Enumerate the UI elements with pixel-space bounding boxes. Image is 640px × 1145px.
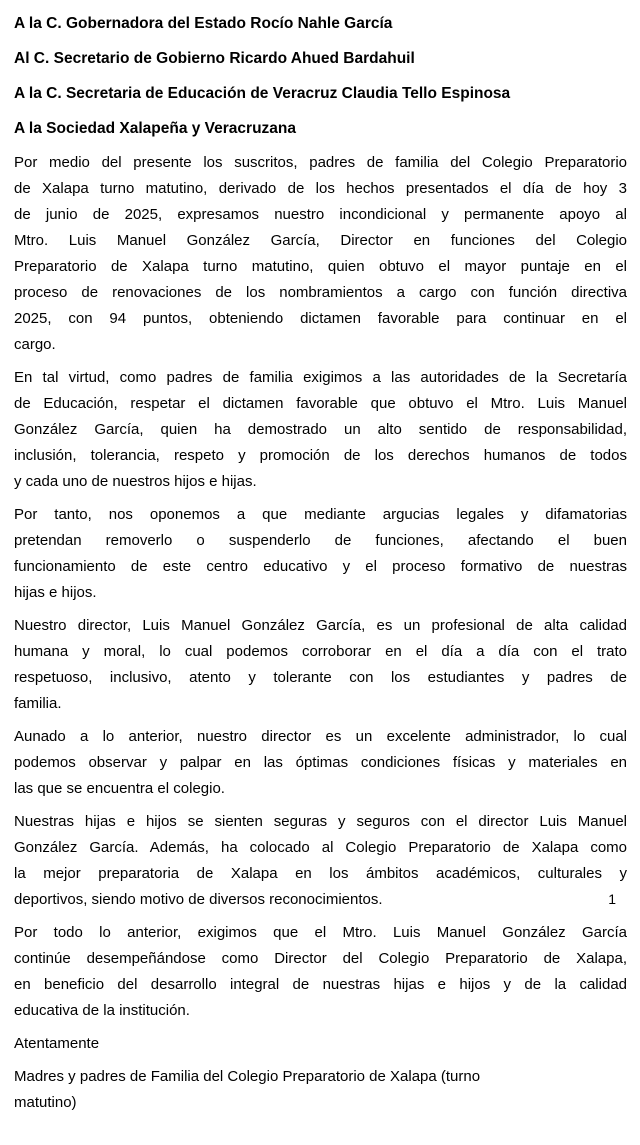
paragraph-line: inclusión, tolerancia, respeto y promoción de los derechos humanos de todos	[14, 447, 627, 464]
paragraph-line: y cada uno de nuestros hijos e hijas.	[14, 473, 257, 490]
recipient-block	[14, 10, 627, 142]
paragraph-line: Por medio del presente los suscritos, padres de familia del Colegio Preparatorio	[14, 154, 627, 171]
recipient-line-governor: A la C. Gobernadora del Estado Rocío Nahle García	[14, 15, 393, 32]
paragraph-line: continúe desempeñándose como Director del Colegio Preparatorio de Xalapa,	[14, 950, 627, 967]
paragraph-line: podemos observar y palpar en las óptimas condiciones físicas y materiales en	[14, 754, 627, 771]
paragraph-line: Por tanto, nos oponemos a que mediante argucias legales y difamatorias	[14, 506, 627, 523]
body-paragraph-1	[14, 150, 627, 358]
paragraph-line: Preparatorio de Xalapa turno matutino, quien obtuvo el mayor puntaje en el	[14, 258, 627, 275]
recipient-line-society: A la Sociedad Xalapeña y Veracruzana	[14, 120, 297, 137]
paragraph-line: Mtro. Luis Manuel González García, Director en funciones del Colegio	[14, 232, 627, 249]
signature-block	[14, 1064, 627, 1116]
paragraph-line: educativa de la institución.	[14, 1002, 190, 1019]
paragraph-line: la mejor preparatoria de Xalapa en los ámbitos académicos, culturales y	[14, 865, 627, 882]
paragraph-line: de Xalapa turno matutino, derivado de los hechos presentados el día de hoy 3	[14, 180, 627, 197]
body-paragraph-4	[14, 613, 627, 717]
paragraph-line: de Educación, respetar el dictamen favorable que obtuvo el Mtro. Luis Manuel	[14, 395, 627, 412]
signature-line: Madres y padres de Familia del Colegio Preparatorio de Xalapa (turno	[14, 1068, 481, 1085]
paragraph-line: las que se encuentra el colegio.	[14, 780, 225, 797]
paragraph-line: González García, quien ha demostrado un alto sentido de responsabilidad,	[14, 421, 627, 438]
body-paragraph-2	[14, 365, 627, 495]
body-paragraph-7	[14, 920, 627, 1024]
closing-line: Atentamente	[14, 1035, 100, 1052]
paragraph-line: hijas e hijos.	[14, 584, 97, 601]
closing-salutation	[14, 1031, 627, 1057]
paragraph-line: en beneficio del desarrollo integral de nuestras hijas e hijos y de la calidad	[14, 976, 627, 993]
paragraph-line: En tal virtud, como padres de familia exigimos a las autoridades de la Secretaría	[14, 369, 627, 386]
paragraph-line: deportivos, siendo motivo de diversos reconocimientos.	[14, 891, 383, 908]
paragraph-line: Aunado a lo anterior, nuestro director es un excelente administrador, lo cual	[14, 728, 627, 745]
recipient-line-secretary-government: Al C. Secretario de Gobierno Ricardo Ahued Bardahuil	[14, 50, 415, 67]
paragraph-line: pretendan removerlo o suspenderlo de funciones, afectando el buen	[14, 532, 627, 549]
signature-line: matutino)	[14, 1094, 77, 1111]
paragraph-line: González García. Además, ha colocado al Colegio Preparatorio de Xalapa como	[14, 839, 627, 856]
paragraph-line: respetuoso, inclusivo, atento y tolerante con los estudiantes y padres de	[14, 669, 627, 686]
paragraph-line: cargo.	[14, 336, 56, 353]
page-number: 1	[608, 891, 616, 907]
body-paragraph-6	[14, 809, 627, 913]
paragraph-line: proceso de renovaciones de los nombramientos a cargo con función directiva	[14, 284, 627, 301]
paragraph-line: familia.	[14, 695, 62, 712]
paragraph-line: funcionamiento de este centro educativo y el proceso formativo de nuestras	[14, 558, 627, 575]
paragraph-line: 2025, con 94 puntos, obteniendo dictamen favorable para continuar en el	[14, 310, 627, 327]
paragraph-line: Por todo lo anterior, exigimos que el Mtro. Luis Manuel González García	[14, 924, 627, 941]
paragraph-line: Nuestro director, Luis Manuel González García, es un profesional de alta calidad	[14, 617, 627, 634]
paragraph-line: de junio de 2025, expresamos nuestro incondicional y permanente apoyo al	[14, 206, 627, 223]
paragraph-line: Nuestras hijas e hijos se sienten seguras y seguros con el director Luis Manuel	[14, 813, 627, 830]
body-paragraph-3	[14, 502, 627, 606]
paragraph-line: humana y moral, lo cual podemos corroborar en el día a día con el trato	[14, 643, 627, 660]
recipient-line-secretary-education: A la C. Secretaria de Educación de Veracruz Claudia Tello Espinosa	[14, 85, 511, 102]
body-paragraph-5	[14, 724, 627, 802]
